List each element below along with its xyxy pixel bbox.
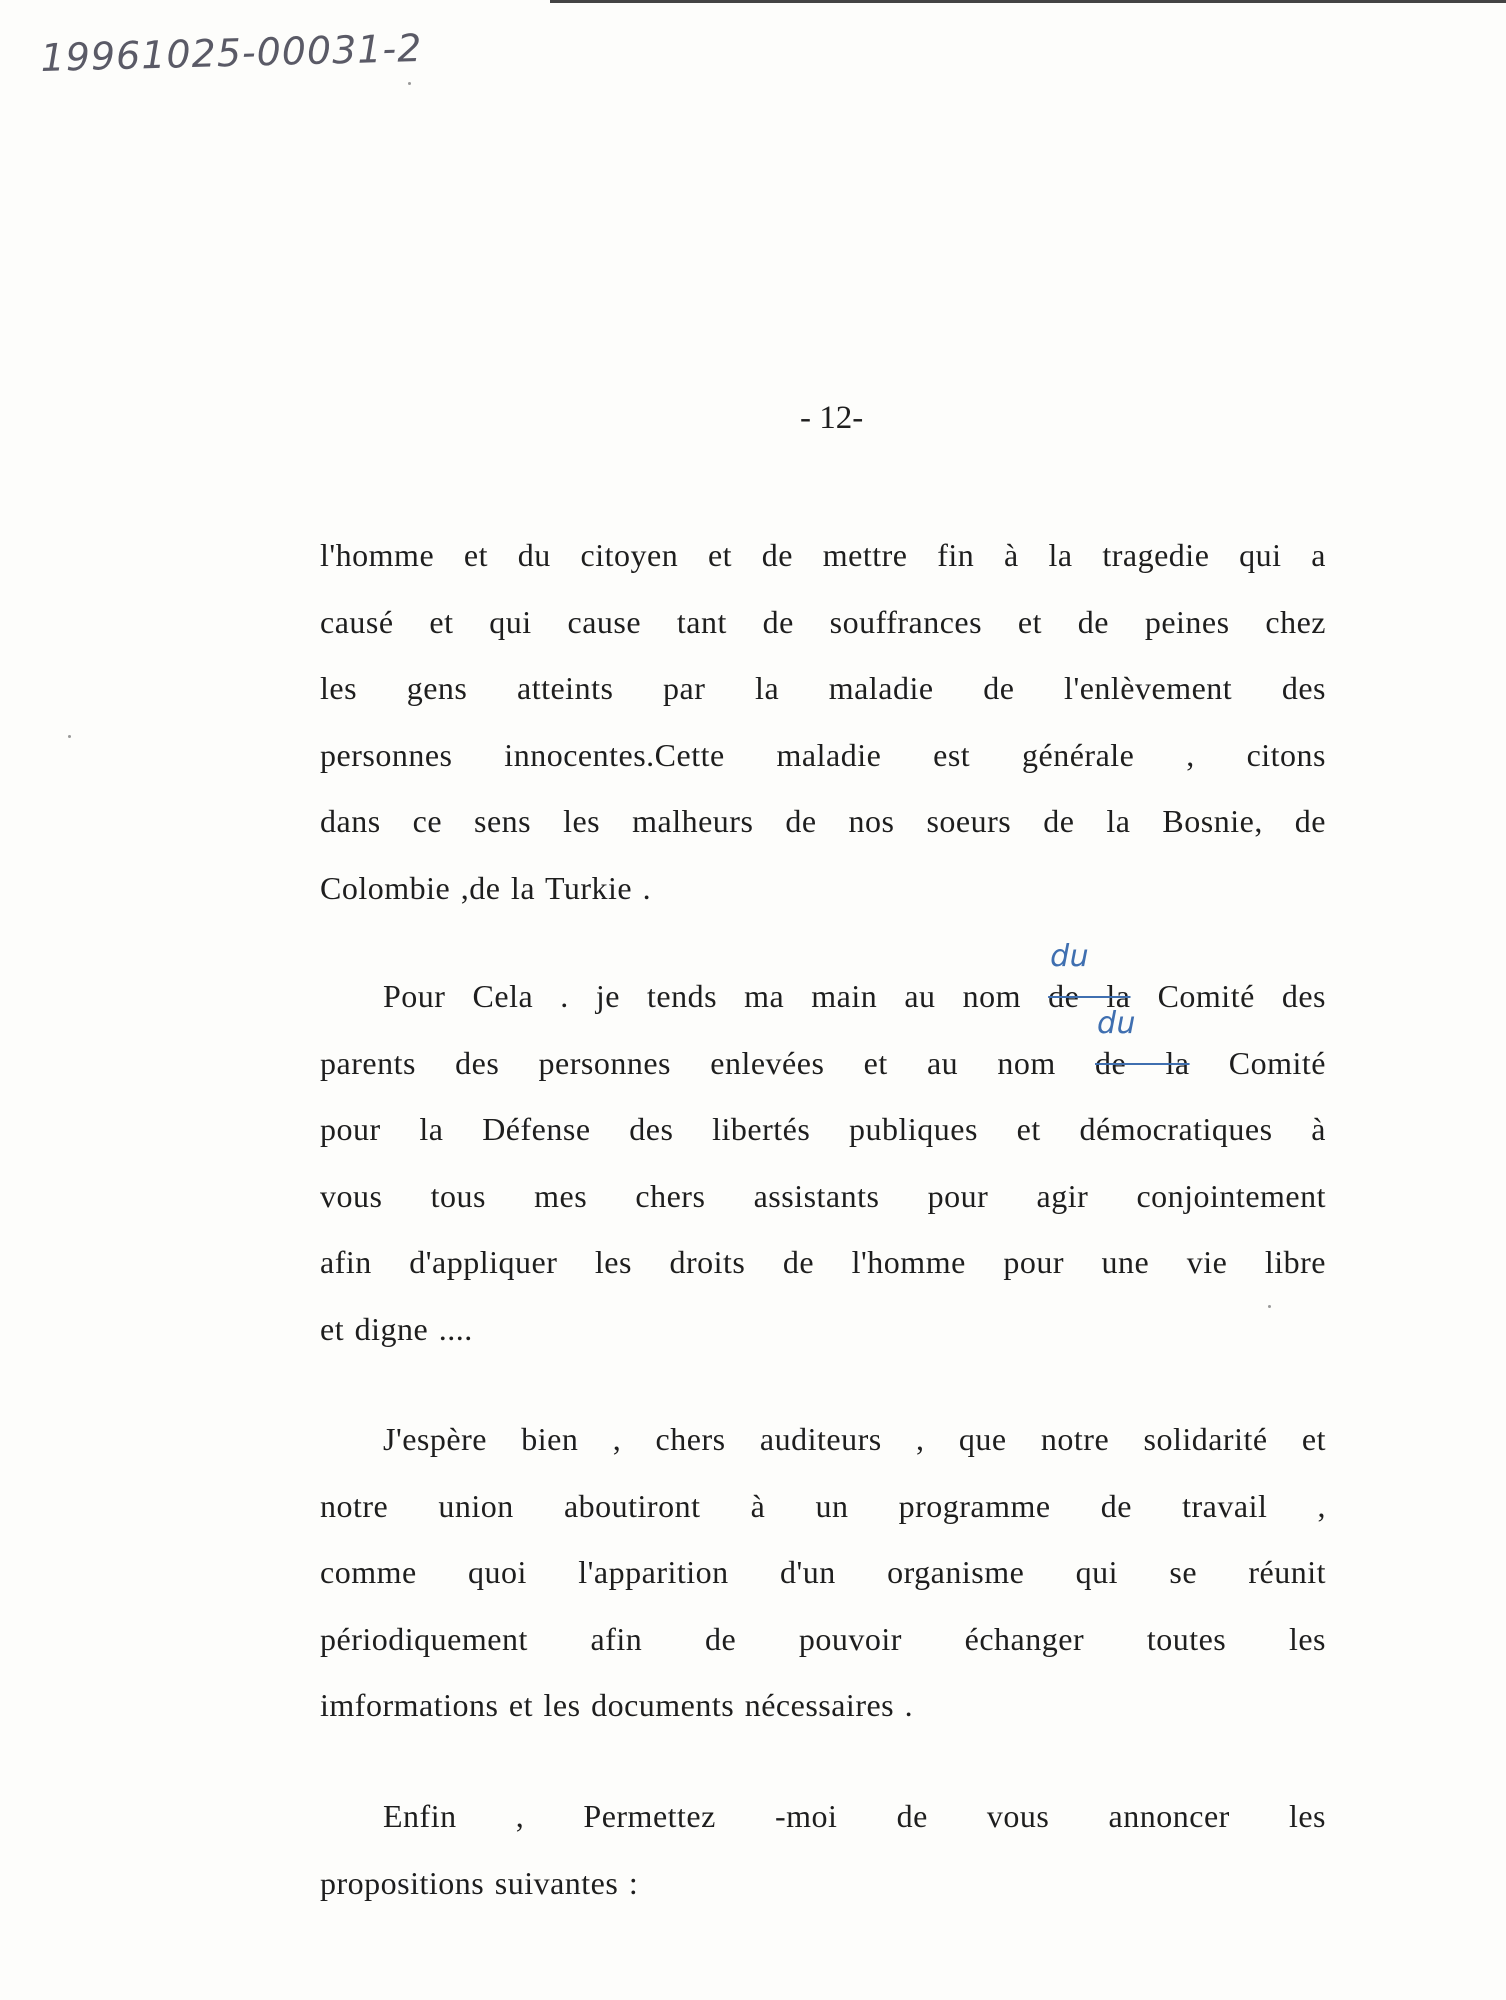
- text-line: Enfin , Permettez -moi de vous annoncer les: [383, 1798, 1326, 1834]
- text-line: afin d'appliquer les droits de l'homme pour une vie libre: [320, 1244, 1326, 1281]
- text-line: vous tous mes chers assistants pour agir conjointement: [320, 1177, 1326, 1214]
- text-line: les gens atteints par la maladie de l'enlèvement des: [320, 670, 1326, 707]
- text-line: l'homme et du citoyen et de mettre fin à la tragedie qui a: [320, 537, 1326, 573]
- scan-speck: [68, 735, 71, 738]
- text-line: J'espère bien , chers auditeurs , que notre solidarité et: [383, 1421, 1326, 1457]
- scan-top-edge: [550, 0, 1506, 3]
- text-line: Colombie ,de la Turkie .: [320, 869, 652, 906]
- text-line: imformations et les documents nécessaires .: [320, 1687, 914, 1724]
- text-line: dans ce sens les malheurs de nos soeurs de la Bosnie, de: [320, 803, 1326, 840]
- line-text-after: Comité des: [1157, 978, 1327, 1014]
- text-line-with-correction: [320, 1005, 1326, 1097]
- text-line: et digne ....: [320, 1310, 473, 1347]
- handwritten-correction: du: [1050, 939, 1090, 974]
- handwritten-correction: du: [1097, 1005, 1137, 1041]
- text-line-with-correction: [320, 939, 1327, 1030]
- line-text-after: Comité: [1228, 1044, 1326, 1081]
- text-line: périodiquement afin de pouvoir échanger toutes les: [320, 1620, 1326, 1657]
- scan-speck: [408, 82, 411, 85]
- struck-words: de la: [1048, 978, 1131, 1014]
- scan-speck: [1268, 1305, 1271, 1308]
- struck-text: [1095, 1005, 1190, 1081]
- text-line: propositions suivantes :: [320, 1864, 639, 1901]
- text-line: comme quoi l'apparition d'un organisme qui se réunit: [320, 1554, 1326, 1591]
- page-number: - 12-: [800, 400, 864, 436]
- struck-words: de la: [1095, 1044, 1190, 1081]
- text-line: pour la Défense des libertés publiques et démocratiques à: [320, 1111, 1326, 1148]
- text-line: personnes innocentes.Cette maladie est générale , citons: [320, 736, 1326, 773]
- line-text-before: Pour Cela . je tends ma main au nom: [383, 978, 1022, 1014]
- paragraph-3: [320, 1406, 1326, 1739]
- paragraph-1: [320, 522, 1326, 922]
- paragraph-4: [320, 1783, 1326, 1916]
- text-line: causé et qui cause tant de souffrances et de peines chez: [320, 603, 1326, 640]
- paragraph-2: [320, 939, 1327, 1363]
- line-text-before: parents des personnes enlevées et au nom: [320, 1044, 1056, 1081]
- handwritten-archive-reference: 19961025-00031-2: [40, 26, 423, 80]
- text-line: notre union aboutiront à un programme de travail ,: [320, 1487, 1326, 1524]
